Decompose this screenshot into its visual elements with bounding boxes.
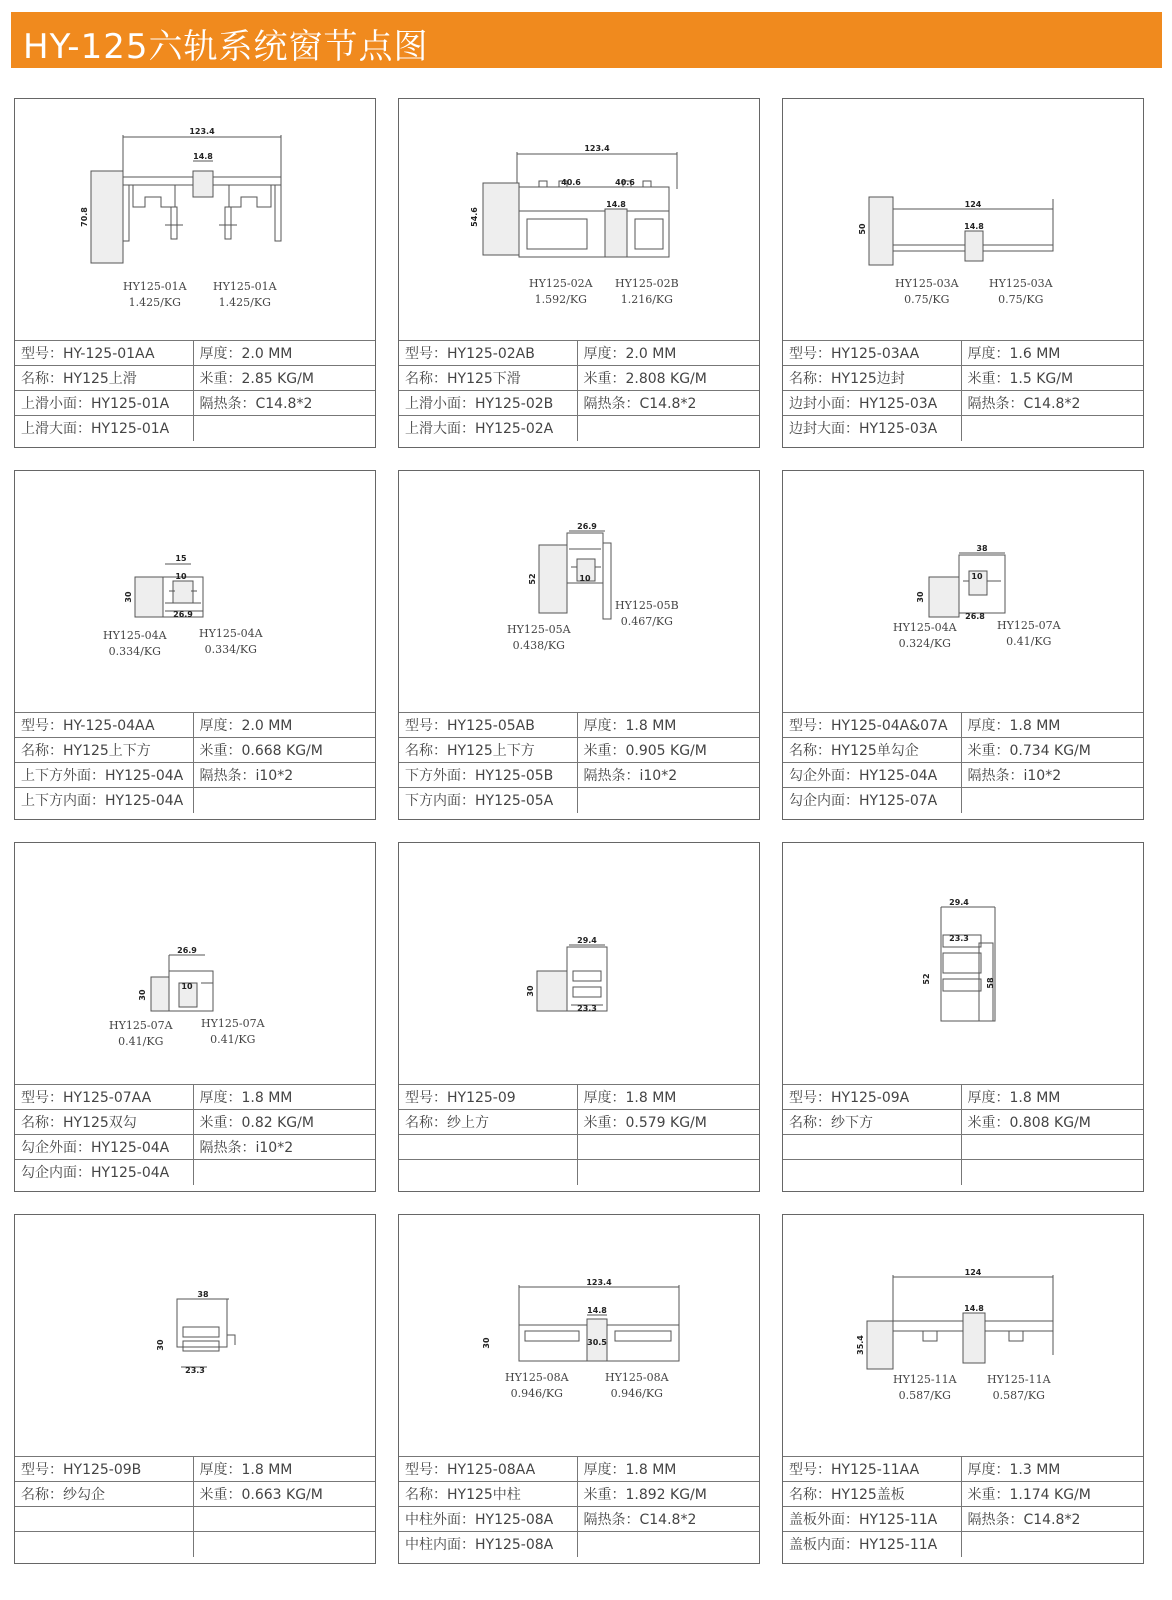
dimension-label: 123.4	[189, 127, 215, 136]
part-weight: 0.334/KG	[204, 643, 257, 656]
spec-row	[399, 713, 759, 738]
part-weight: 1.216/KG	[620, 293, 673, 306]
dimension-label: 14.8	[964, 222, 984, 231]
spec-row	[783, 1457, 1143, 1482]
spec-row	[783, 738, 1143, 763]
spec-cell: 厚度：2.0 MM	[577, 341, 759, 366]
spec-cell: 上滑小面：HY125-02B	[399, 391, 577, 416]
spec-cell	[961, 1532, 1143, 1557]
spec-cell: 厚度：1.8 MM	[193, 1085, 375, 1110]
spec-cell: 名称：纱勾企	[15, 1482, 193, 1507]
profile-section-diagram	[15, 99, 375, 339]
spec-row	[15, 1457, 375, 1482]
dimension-label: 10	[579, 574, 591, 583]
spec-cell: 型号：HY125-07AA	[15, 1085, 193, 1110]
dimension-label: 123.4	[584, 144, 610, 153]
dimension-label: 70.8	[80, 207, 89, 227]
spec-row	[783, 788, 1143, 813]
spec-cell: 中柱内面：HY125-08A	[399, 1532, 577, 1557]
dimension-label: 30	[482, 1337, 491, 1349]
part-weight: 0.334/KG	[108, 645, 161, 658]
part-label	[529, 276, 593, 308]
part-weight: 0.438/KG	[512, 639, 565, 652]
profile-card	[14, 842, 376, 1192]
spec-row	[15, 763, 375, 788]
spec-cell: 中柱外面：HY125-08A	[399, 1507, 577, 1532]
spec-cell: 米重：0.82 KG/M	[193, 1110, 375, 1135]
spec-row	[783, 341, 1143, 366]
profile-section-diagram	[783, 99, 1143, 339]
profile-section-diagram	[399, 471, 759, 711]
spec-row	[783, 416, 1143, 441]
dimension-label: 29.4	[577, 936, 597, 945]
profile-drawing	[783, 471, 1143, 713]
page-title: HY-125六轨系统窗节点图	[23, 27, 429, 67]
spec-cell	[577, 788, 759, 813]
spec-row	[399, 1482, 759, 1507]
spec-row	[15, 341, 375, 366]
profile-card	[398, 1214, 760, 1564]
spec-cell: 上滑小面：HY125-01A	[15, 391, 193, 416]
spec-row	[15, 1135, 375, 1160]
dimension-label: 52	[922, 973, 931, 985]
dimension-label: 38	[976, 544, 988, 553]
spec-row	[783, 366, 1143, 391]
dimension-label: 14.8	[587, 1306, 607, 1315]
spec-table	[15, 712, 375, 813]
dimension-label: 58	[986, 977, 995, 989]
spec-cell: 厚度：2.0 MM	[193, 713, 375, 738]
part-code: HY125-01A	[213, 280, 277, 293]
spec-cell: 型号：HY125-09B	[15, 1457, 193, 1482]
spec-cell	[783, 1135, 961, 1160]
spec-row	[783, 1507, 1143, 1532]
dimension-label: 38	[197, 1290, 209, 1299]
spec-cell	[399, 1135, 577, 1160]
spec-cell: 名称：HY125单勾企	[783, 738, 961, 763]
spec-cell	[577, 416, 759, 441]
part-code: HY125-11A	[987, 1373, 1051, 1386]
dimension-label: 124	[964, 1268, 982, 1277]
spec-row	[15, 1507, 375, 1532]
profile-section-diagram	[783, 843, 1143, 1083]
spec-cell: 型号：HY-125-04AA	[15, 713, 193, 738]
spec-row	[15, 1482, 375, 1507]
part-code: HY125-03A	[895, 277, 959, 290]
spec-cell: 上下方外面：HY125-04A	[15, 763, 193, 788]
profile-drawing	[15, 1215, 375, 1457]
spec-cell: 名称：HY125中柱	[399, 1482, 577, 1507]
part-label	[505, 1370, 569, 1402]
profile-card	[782, 470, 1144, 820]
spec-cell: 型号：HY-125-01AA	[15, 341, 193, 366]
spec-table	[15, 1456, 375, 1557]
part-label	[109, 1018, 173, 1050]
spec-row	[783, 1085, 1143, 1110]
profile-drawing	[15, 99, 375, 341]
spec-cell	[193, 788, 375, 813]
dimension-label: 26.9	[173, 610, 193, 619]
spec-row	[399, 1457, 759, 1482]
part-label	[201, 1016, 265, 1048]
dimension-label: 10	[971, 572, 983, 581]
spec-cell	[399, 1160, 577, 1185]
part-label	[103, 628, 167, 660]
spec-cell	[783, 1160, 961, 1185]
spec-cell: 勾企内面：HY125-07A	[783, 788, 961, 813]
spec-cell: 米重：1.174 KG/M	[961, 1482, 1143, 1507]
spec-row	[783, 763, 1143, 788]
dimension-label: 23.3	[185, 1366, 205, 1375]
spec-cell: 勾企外面：HY125-04A	[15, 1135, 193, 1160]
spec-cell: 名称：HY125盖板	[783, 1482, 961, 1507]
spec-row	[15, 1160, 375, 1185]
spec-cell: 隔热条：C14.8*2	[961, 1507, 1143, 1532]
spec-cell: 厚度：1.8 MM	[961, 1085, 1143, 1110]
part-weight: 1.425/KG	[128, 296, 181, 309]
part-code: HY125-07A	[201, 1017, 265, 1030]
profile-section-diagram	[15, 1215, 375, 1455]
profile-section-diagram	[399, 843, 759, 1083]
spec-cell: 名称：HY125边封	[783, 366, 961, 391]
profile-section-diagram	[783, 471, 1143, 711]
profile-card	[782, 98, 1144, 448]
spec-cell: 厚度：1.8 MM	[577, 1457, 759, 1482]
part-code: HY125-02B	[615, 277, 679, 290]
part-label	[987, 1372, 1051, 1404]
dimension-label: 26.9	[177, 946, 197, 955]
part-code: HY125-04A	[103, 629, 167, 642]
dimension-label: 10	[181, 982, 193, 991]
page-banner	[11, 12, 1162, 68]
spec-cell	[15, 1532, 193, 1557]
profile-card	[14, 470, 376, 820]
part-code: HY125-05B	[615, 599, 679, 612]
part-label	[123, 279, 187, 311]
part-weight: 0.75/KG	[998, 293, 1044, 306]
spec-cell: 厚度：1.8 MM	[193, 1457, 375, 1482]
spec-table	[783, 712, 1143, 813]
spec-cell: 米重：2.85 KG/M	[193, 366, 375, 391]
spec-row	[783, 1110, 1143, 1135]
dimension-label: 15	[175, 554, 187, 563]
part-code: HY125-11A	[893, 1373, 957, 1386]
spec-cell: 隔热条：i10*2	[193, 763, 375, 788]
spec-cell: 隔热条：C14.8*2	[961, 391, 1143, 416]
spec-cell: 上滑大面：HY125-02A	[399, 416, 577, 441]
spec-cell: 名称：纱上方	[399, 1110, 577, 1135]
profile-card	[782, 842, 1144, 1192]
dimension-label: 54.6	[470, 207, 479, 227]
spec-cell: 型号：HY125-04A&07A	[783, 713, 961, 738]
spec-row	[15, 416, 375, 441]
part-code: HY125-02A	[529, 277, 593, 290]
part-label	[893, 1372, 957, 1404]
dimension-label: 30	[124, 591, 133, 603]
dimension-label: 124	[964, 200, 982, 209]
spec-row	[399, 763, 759, 788]
part-code: HY125-07A	[997, 619, 1061, 632]
profile-card	[398, 98, 760, 448]
dimension-label: 14.8	[964, 1304, 984, 1313]
profile-drawing	[15, 471, 375, 713]
spec-cell: 米重：1.892 KG/M	[577, 1482, 759, 1507]
profile-drawing	[15, 843, 375, 1085]
part-label	[507, 622, 571, 654]
spec-row	[783, 1532, 1143, 1557]
profile-card	[14, 1214, 376, 1564]
spec-cell: 上滑大面：HY125-01A	[15, 416, 193, 441]
spec-cell: 厚度：1.6 MM	[961, 341, 1143, 366]
part-code: HY125-08A	[605, 1371, 669, 1384]
spec-cell: 名称：纱下方	[783, 1110, 961, 1135]
profile-card	[782, 1214, 1144, 1564]
spec-cell: 名称：HY125双勾	[15, 1110, 193, 1135]
spec-cell: 型号：HY125-08AA	[399, 1457, 577, 1482]
part-code: HY125-04A	[199, 627, 263, 640]
spec-cell	[577, 1532, 759, 1557]
part-weight: 0.41/KG	[118, 1035, 164, 1048]
spec-table	[15, 340, 375, 441]
part-weight: 0.587/KG	[992, 1389, 1045, 1402]
spec-row	[15, 391, 375, 416]
profile-drawing	[399, 1215, 759, 1457]
part-code: HY125-05A	[507, 623, 571, 636]
profile-section-diagram	[399, 1215, 759, 1455]
spec-cell: 隔热条：i10*2	[193, 1135, 375, 1160]
part-weight: 0.946/KG	[510, 1387, 563, 1400]
dimension-label: 30	[916, 591, 925, 603]
spec-row	[399, 788, 759, 813]
spec-cell: 勾企内面：HY125-04A	[15, 1160, 193, 1185]
spec-table	[15, 1084, 375, 1185]
spec-cell: 下方外面：HY125-05B	[399, 763, 577, 788]
profile-drawing	[399, 471, 759, 713]
dimension-label: 26.9	[577, 522, 597, 531]
spec-cell: 型号：HY125-05AB	[399, 713, 577, 738]
part-weight: 1.425/KG	[218, 296, 271, 309]
part-weight: 0.324/KG	[898, 637, 951, 650]
part-label	[893, 620, 957, 652]
spec-cell: 米重：0.668 KG/M	[193, 738, 375, 763]
spec-cell: 隔热条：i10*2	[577, 763, 759, 788]
part-label	[997, 618, 1061, 650]
profile-drawing	[399, 843, 759, 1085]
spec-cell: 厚度：1.8 MM	[577, 1085, 759, 1110]
spec-row	[399, 1532, 759, 1557]
spec-cell: 米重：0.734 KG/M	[961, 738, 1143, 763]
part-label	[605, 1370, 669, 1402]
part-label	[615, 598, 679, 630]
part-label	[213, 279, 277, 311]
part-weight: 0.75/KG	[904, 293, 950, 306]
spec-cell: 隔热条：C14.8*2	[577, 391, 759, 416]
spec-row	[783, 713, 1143, 738]
profile-section-diagram	[15, 471, 375, 711]
profile-card	[398, 842, 760, 1192]
spec-cell: 名称：HY125上下方	[399, 738, 577, 763]
part-weight: 0.41/KG	[210, 1033, 256, 1046]
spec-cell	[961, 1135, 1143, 1160]
spec-row	[15, 1085, 375, 1110]
spec-cell: 下方内面：HY125-05A	[399, 788, 577, 813]
spec-cell: 米重：2.808 KG/M	[577, 366, 759, 391]
spec-table	[783, 1084, 1143, 1185]
spec-cell	[193, 1160, 375, 1185]
spec-cell	[193, 416, 375, 441]
profile-drawing	[783, 843, 1143, 1085]
spec-cell: 米重：0.663 KG/M	[193, 1482, 375, 1507]
profile-section-diagram	[15, 843, 375, 1083]
spec-cell: 隔热条：i10*2	[961, 763, 1143, 788]
spec-row	[399, 1135, 759, 1160]
spec-row	[15, 713, 375, 738]
spec-cell: 边封大面：HY125-03A	[783, 416, 961, 441]
spec-cell: 型号：HY125-09A	[783, 1085, 961, 1110]
part-label	[199, 626, 263, 658]
spec-cell: 名称：HY125上滑	[15, 366, 193, 391]
profile-section-diagram	[783, 1215, 1143, 1455]
spec-cell: 名称：HY125上下方	[15, 738, 193, 763]
spec-cell: 米重：0.579 KG/M	[577, 1110, 759, 1135]
spec-row	[783, 391, 1143, 416]
part-weight: 0.41/KG	[1006, 635, 1052, 648]
dimension-label: 50	[858, 223, 867, 235]
spec-cell	[193, 1532, 375, 1557]
spec-cell: 型号：HY125-03AA	[783, 341, 961, 366]
part-code: HY125-04A	[893, 621, 957, 634]
spec-cell: 隔热条：C14.8*2	[193, 391, 375, 416]
spec-cell: 边封小面：HY125-03A	[783, 391, 961, 416]
spec-cell	[577, 1160, 759, 1185]
spec-cell: 上下方内面：HY125-04A	[15, 788, 193, 813]
dimension-label: 14.8	[193, 152, 213, 161]
part-code: HY125-03A	[989, 277, 1053, 290]
dimension-label: 40.6	[615, 178, 635, 187]
spec-row	[15, 1532, 375, 1557]
spec-cell: 盖板外面：HY125-11A	[783, 1507, 961, 1532]
part-code: HY125-01A	[123, 280, 187, 293]
spec-table	[783, 340, 1143, 441]
spec-table	[399, 340, 759, 441]
spec-cell: 米重：1.5 KG/M	[961, 366, 1143, 391]
spec-cell: 米重：0.808 KG/M	[961, 1110, 1143, 1135]
spec-cell: 厚度：1.3 MM	[961, 1457, 1143, 1482]
dimension-label: 14.8	[606, 200, 626, 209]
dimension-label: 123.4	[586, 1278, 612, 1287]
spec-cell: 厚度：1.8 MM	[961, 713, 1143, 738]
spec-row	[783, 1482, 1143, 1507]
spec-cell	[961, 416, 1143, 441]
spec-table	[783, 1456, 1143, 1557]
spec-cell: 型号：HY125-02AB	[399, 341, 577, 366]
spec-cell: 隔热条：C14.8*2	[577, 1507, 759, 1532]
spec-cell: 米重：0.905 KG/M	[577, 738, 759, 763]
dimension-label: 30	[526, 985, 535, 997]
spec-cell	[961, 788, 1143, 813]
dimension-label: 29.4	[949, 898, 969, 907]
part-weight: 1.592/KG	[534, 293, 587, 306]
spec-row	[399, 738, 759, 763]
spec-row	[399, 1507, 759, 1532]
spec-row	[783, 1160, 1143, 1185]
part-label	[989, 276, 1053, 308]
profile-drawing	[783, 1215, 1143, 1457]
part-weight: 0.467/KG	[620, 615, 673, 628]
spec-table	[399, 1456, 759, 1557]
spec-row	[399, 416, 759, 441]
dimension-label: 26.8	[965, 612, 985, 621]
dimension-label: 23.3	[577, 1004, 597, 1013]
spec-row	[15, 788, 375, 813]
spec-row	[399, 1110, 759, 1135]
spec-cell: 名称：HY125下滑	[399, 366, 577, 391]
spec-cell: 厚度：2.0 MM	[193, 341, 375, 366]
dimension-label: 35.4	[856, 1335, 865, 1355]
dimension-label: 30	[138, 989, 147, 1001]
spec-row	[783, 1135, 1143, 1160]
part-weight: 0.946/KG	[610, 1387, 663, 1400]
dimension-label: 40.6	[561, 178, 581, 187]
spec-row	[399, 391, 759, 416]
dimension-label: 52	[528, 573, 537, 585]
spec-cell	[193, 1507, 375, 1532]
spec-row	[15, 366, 375, 391]
spec-row	[399, 1085, 759, 1110]
dimension-label: 30.5	[587, 1338, 607, 1347]
spec-row	[15, 1110, 375, 1135]
spec-cell	[15, 1507, 193, 1532]
spec-table	[399, 712, 759, 813]
dimension-label: 30	[156, 1339, 165, 1351]
spec-cell	[961, 1160, 1143, 1185]
dimension-label: 10	[175, 572, 187, 581]
spec-cell: 盖板内面：HY125-11A	[783, 1532, 961, 1557]
part-code: HY125-07A	[109, 1019, 173, 1032]
part-weight: 0.587/KG	[898, 1389, 951, 1402]
spec-row	[399, 341, 759, 366]
spec-row	[399, 366, 759, 391]
spec-cell	[577, 1135, 759, 1160]
profile-card	[398, 470, 760, 820]
spec-cell: 型号：HY125-11AA	[783, 1457, 961, 1482]
spec-cell: 型号：HY125-09	[399, 1085, 577, 1110]
spec-cell: 厚度：1.8 MM	[577, 713, 759, 738]
dimension-label: 23.3	[949, 934, 969, 943]
part-code: HY125-08A	[505, 1371, 569, 1384]
spec-table	[399, 1084, 759, 1185]
part-label	[615, 276, 679, 308]
spec-row	[15, 738, 375, 763]
spec-row	[399, 1160, 759, 1185]
profile-drawing	[783, 99, 1143, 341]
profile-card	[14, 98, 376, 448]
part-label	[895, 276, 959, 308]
spec-cell: 勾企外面：HY125-04A	[783, 763, 961, 788]
